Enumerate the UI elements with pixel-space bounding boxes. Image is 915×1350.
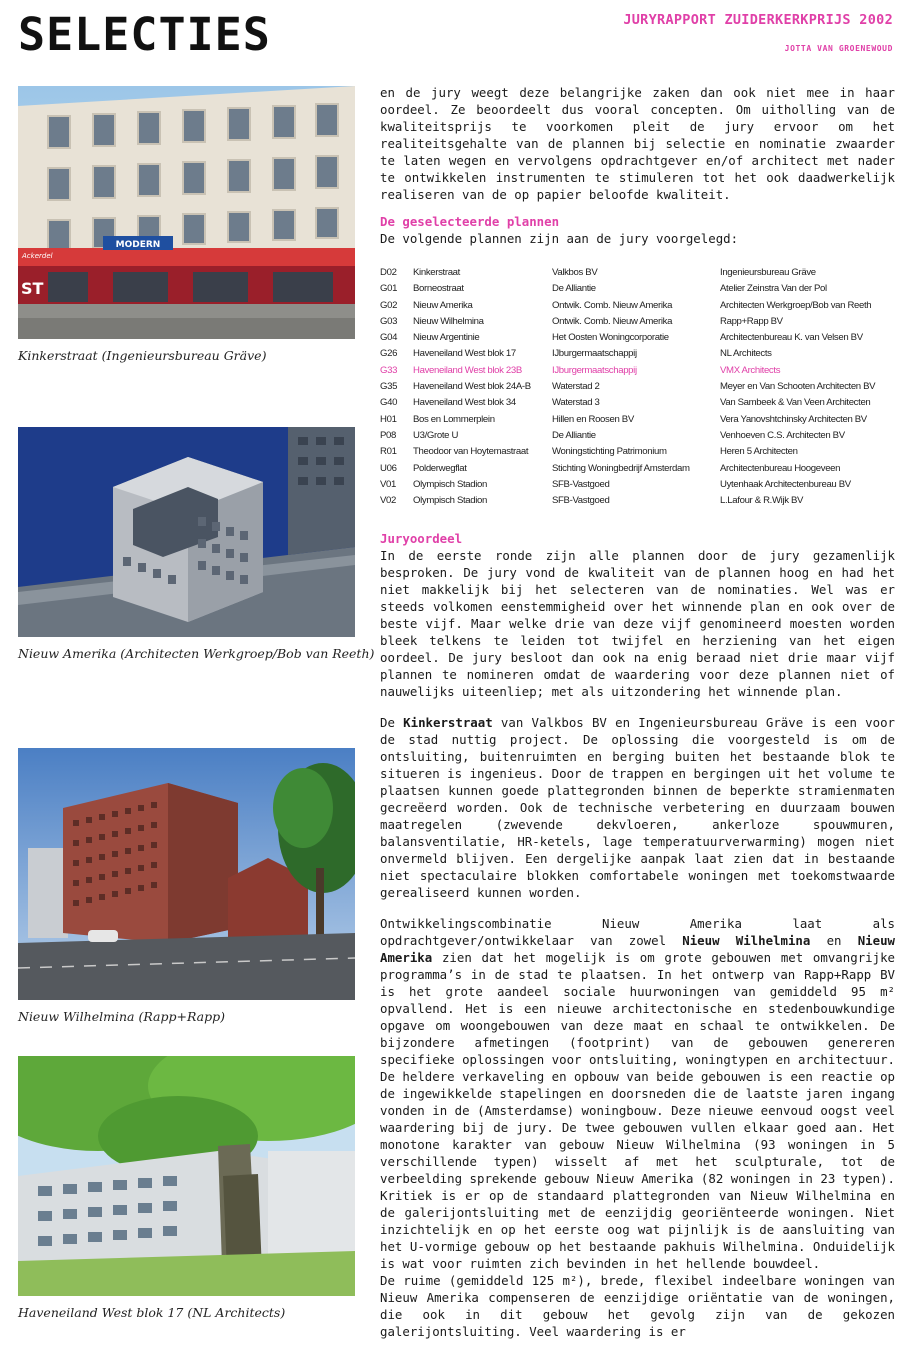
nieuw-amerika-section [380, 915, 895, 1340]
plan-name: Olympisch Stadion [413, 495, 488, 507]
p3-d: zien dat het mogelijk is om grote gebouwen met omvangrijke programma’s in de stad te plaatsen. In het ontwerp van Rapp+Rapp BV is het grote aandeel sociale huurwoningen van gemiddeld 95 m² opvallend. Het is een nieuwe architectonische en stedenbouwkundige opgave om woongebouwen van deze maat en schaal te ontwikkelen. De bijzondere afmetingen (footprint) van de gebouwen genereren specifieke oplossingen voor ontsluiting, woningtypen en architectuur. De heldere verkaveling en opbouw van beide gebouwen is een reactie op de ingewikkelde stapelingen en doorsneden die de laatste jaren ingang vonden in de (Amsterdamse) woningbouw. Deze nieuwe eenvoud oogst veel waardering bij de jury. De twee gebouwen vullen elkaar goed aan. Het monotone karakter van gebouw Nieuw Wilhelmina (93 woningen in 5 verschillende typen) wisselt af met het sculpturale, tot de verbeelding sprekende gebouw Nieuw Amerika (82 woningen in 23 typen). Kritiek is er op de standaard plattegronden van Nieuw Wilhelmina en de galerijontsluiting met de eenzijdig georiënteerde woningen. Niet inzichtelijk en op het eerste oog wat pijnlijk is de aansluiting van het U-vormige gebouw op het bestaande pakhuis Wilhelmina. Onduidelijk is wat voor ruimten zich bevinden in het hellende bouwdeel. [380, 950, 895, 1271]
photo-haveneiland [18, 1056, 355, 1296]
plan-row [380, 463, 900, 479]
intro-paragraph: en de jury weegt deze belangrijke zaken dan ook niet mee in haar oordeel. Ze beoordeelt dus vooral concepten. Om uitholling van de kwaliteitsprijs te voorkomen pleit de jury ervoor om het realiteitsgehalte van de plannen bij selectie en nominatie zwaarder te laten wegen en vervolgens opdrachtgever en/of architect met nader te ontwikkelen instrumenten te stimuleren tot het ook daadwerkelijk realiseren van de op papier beloofde kwaliteit. [380, 85, 895, 202]
jury-paragraph-1: In de eerste ronde zijn alle plannen door de jury gezamenlijk besproken. De jury vond de kwaliteit van de plannen hoog en had het niet makkelijk bij het selecteren van de nominaties. Wel was er steeds volkomen eenstemmigheid over het winnende plan en ook over de beste vijf. Maar welke drie van deze vijf genomineerd moesten worden bleek telkens te leiden tot twijfel en herziening van het eigen oordeel. De jury besloot dan ook na enig beraad niet drie maar vijf plannen te nomineren omdat de waardering voor deze plannen niet of nauwelijks uiteenliep; met als uitzondering het winnende plan. [380, 548, 895, 699]
shop-sign-modern: MODERN [115, 240, 161, 250]
plan-developer: Waterstad 2 [552, 381, 600, 393]
plan-row [380, 316, 900, 332]
plan-name: Haveneiland West blok 34 [413, 397, 516, 409]
plan-name: Nieuw Argentinie [413, 332, 480, 344]
plan-code: D02 [380, 267, 397, 278]
plan-code: G04 [380, 332, 398, 344]
plan-developer: SFB-Vastgoed [552, 478, 610, 490]
plan-name: Kinkerstraat [413, 267, 460, 278]
page-title: SELECTIES [18, 8, 271, 61]
caption-nieuw-wilhelmina: Nieuw Wilhelmina (Rapp+Rapp) [18, 1009, 225, 1024]
plan-developer: IJburgermaatschappij [552, 348, 637, 360]
plan-developer: Woningstichting Patrimonium [552, 446, 667, 458]
plan-name: Olympisch Stadion [413, 478, 488, 490]
report-title: JURYRAPPORT ZUIDERKERKPRIJS 2002 [623, 12, 893, 28]
shop-sign-bottom: ST [21, 279, 44, 298]
plan-name: Borneostraat [413, 283, 464, 295]
plan-name: Nieuw Wilhelmina [413, 315, 484, 327]
plan-name: Haveneiland West blok 17 [413, 348, 516, 360]
plan-name: U3/Grote U [413, 429, 459, 441]
photo-nieuw-amerika [18, 427, 355, 637]
kinkerstraat-section [380, 714, 895, 901]
caption-kinkerstraat: Kinkerstraat (Ingenieursbureau Gräve) [18, 348, 267, 363]
jury-paragraph-2 [380, 714, 895, 901]
selected-plans-heading: De geselecteerde plannen [380, 214, 560, 229]
plan-name: Haveneiland West blok 23B [413, 364, 522, 376]
figure-haveneiland [18, 1056, 355, 1320]
plan-code: G02 [380, 299, 398, 311]
plan-architect: Venhoeven C.S. Architecten BV [720, 429, 845, 441]
plan-row [380, 283, 900, 299]
plan-architect: Architectenbureau K. van Velsen BV [720, 332, 863, 344]
plan-developer: De Alliantie [552, 283, 596, 295]
plan-architect: Heren 5 Architecten [720, 446, 798, 458]
plan-code: G33 [380, 364, 398, 376]
jury-heading: Juryoordeel [380, 531, 463, 546]
plan-row [380, 414, 900, 430]
plan-architect: VMX Architects [720, 364, 781, 376]
plan-row [380, 348, 900, 364]
plan-developer: Ontwik. Comb. Nieuw Amerika [552, 299, 673, 311]
p2-bold-kinkerstraat: Kinkerstraat [403, 715, 493, 730]
jury-paragraph-3 [380, 915, 895, 1272]
plan-developer: De Alliantie [552, 429, 596, 441]
plan-architect: Vera Yanovshtchinsky Architecten BV [720, 413, 867, 425]
jury-section [380, 530, 895, 700]
plan-code: G26 [380, 348, 398, 360]
plan-row [380, 479, 900, 495]
plan-developer: SFB-Vastgoed [552, 495, 610, 507]
caption-haveneiland: Haveneiland West blok 17 (NL Architects) [18, 1305, 286, 1320]
plan-code: U06 [380, 462, 397, 474]
plan-row [380, 267, 900, 283]
plan-row [380, 397, 900, 413]
plan-architect: Uytenhaak Architectenbureau BV [720, 478, 851, 490]
plan-name: Polderwegflat [413, 462, 467, 474]
plan-architect: Ingenieursbureau Gräve [720, 267, 816, 278]
plan-developer: Ontwik. Comb. Nieuw Amerika [552, 315, 673, 327]
p3-bold-amerika: Nieuw Amerika [380, 933, 896, 965]
plan-row [380, 365, 900, 381]
p2-pre: De [380, 715, 404, 730]
plan-row [380, 300, 900, 316]
p3-bold-wilhelmina: Nieuw Wilhelmina [682, 933, 811, 948]
author-name: JOTTA VAN GROENEWOUD [784, 44, 893, 53]
plan-name: Nieuw Amerika [413, 299, 473, 311]
plan-architect: Rapp+Rapp BV [720, 315, 783, 327]
intro-section [380, 84, 895, 203]
plan-developer: Valkbos BV [552, 267, 598, 278]
plan-row [380, 381, 900, 397]
p3-c: en [810, 933, 858, 948]
plan-name: Bos en Lommerplein [413, 413, 495, 425]
figure-nieuw-amerika [18, 427, 375, 661]
plan-row [380, 430, 900, 446]
plan-architect: Architectenbureau Hoogeveen [720, 462, 841, 474]
plan-code: G03 [380, 315, 398, 327]
plan-code: P08 [380, 429, 397, 441]
plan-architect: Meyer en Van Schooten Architecten BV [720, 381, 876, 393]
plan-code: G01 [380, 283, 398, 295]
plan-architect: NL Architects [720, 348, 772, 360]
jury-paragraph-4: De ruime (gemiddeld 125 m²), brede, flexibel indeelbare woningen van Nieuw Amerika compenseren de eenzijdige oriëntatie van de woningen, die ook in dit gebouw het gevolg zijn van de gekozen galerijontsluiting. Veel waardering is er [380, 1273, 895, 1339]
plan-developer: Het Oosten Woningcorporatie [552, 332, 669, 344]
selected-plans-section [380, 213, 895, 247]
figure-kinkerstraat [18, 86, 355, 363]
plan-developer: Waterstad 3 [552, 397, 600, 409]
plan-architect: L.Lafour & R.Wijk BV [720, 495, 804, 507]
plan-code: G40 [380, 397, 398, 409]
figure-nieuw-wilhelmina [18, 748, 355, 1024]
p3-a: Ontwikkelingscombinatie Nieuw Amerika laat als opdrachtgever/ontwikkelaar van zowel [380, 916, 895, 948]
photo-kinkerstraat [18, 86, 355, 339]
photo-nieuw-wilhelmina [18, 748, 355, 1000]
caption-nieuw-amerika: Nieuw Amerika (Architecten Werkgroep/Bob van Reeth) [18, 646, 375, 661]
plan-developer: Stichting Woningbedrijf Amsterdam [552, 462, 690, 474]
plan-row [380, 332, 900, 348]
shop-sign-left: Ackerdel [22, 252, 53, 260]
plan-developer: Hillen en Roosen BV [552, 413, 634, 425]
plan-architect: Atelier Zeinstra Van der Pol [720, 283, 827, 295]
plan-architect: Van Sambeek & Van Veen Architecten [720, 397, 871, 409]
plan-row [380, 495, 900, 511]
plan-code: G35 [380, 381, 398, 393]
selected-plans-intro: De volgende plannen zijn aan de jury voorgelegd: [380, 231, 739, 246]
plan-code: H01 [380, 413, 397, 425]
plan-code: V01 [380, 478, 397, 490]
plan-code: R01 [380, 446, 397, 458]
plan-developer: IJburgermaatschappij [552, 364, 637, 376]
plans-table [380, 267, 900, 511]
p2-post: van Valkbos BV en Ingenieursbureau Gräve is een voor de stad nuttig project. De oplossing die voorgesteld is om de ontsluiting, buitenruimten en berging buiten het bestaande blok te situeren is ingenieus. Door de trappen en bergingen uit het volume te plaatsen kunnen goede plattegronden binnen de beperkte stramienmaten gecreëerd worden. Ook de technische verbetering en duurzaam bouwen maatregelen (zwevende dekvloeren, ankerloze spouwmuren, balansventilatie, HR-ketels, lage temperatuurverwarming) mogen niet onvermeld blijven. Een dergelijke aanpak laat zien dat in bestaande niet spectaculaire blokken comfortabele woningen met toekomstwaarde gerealiseerd kunnen worden. [380, 715, 895, 900]
plan-code: V02 [380, 495, 397, 507]
plan-name: Theodoor van Hoytemastraat [413, 446, 529, 458]
plan-row [380, 446, 900, 462]
plan-architect: Architecten Werkgroep/Bob van Reeth [720, 299, 872, 311]
plan-name: Haveneiland West blok 24A-B [413, 381, 531, 393]
